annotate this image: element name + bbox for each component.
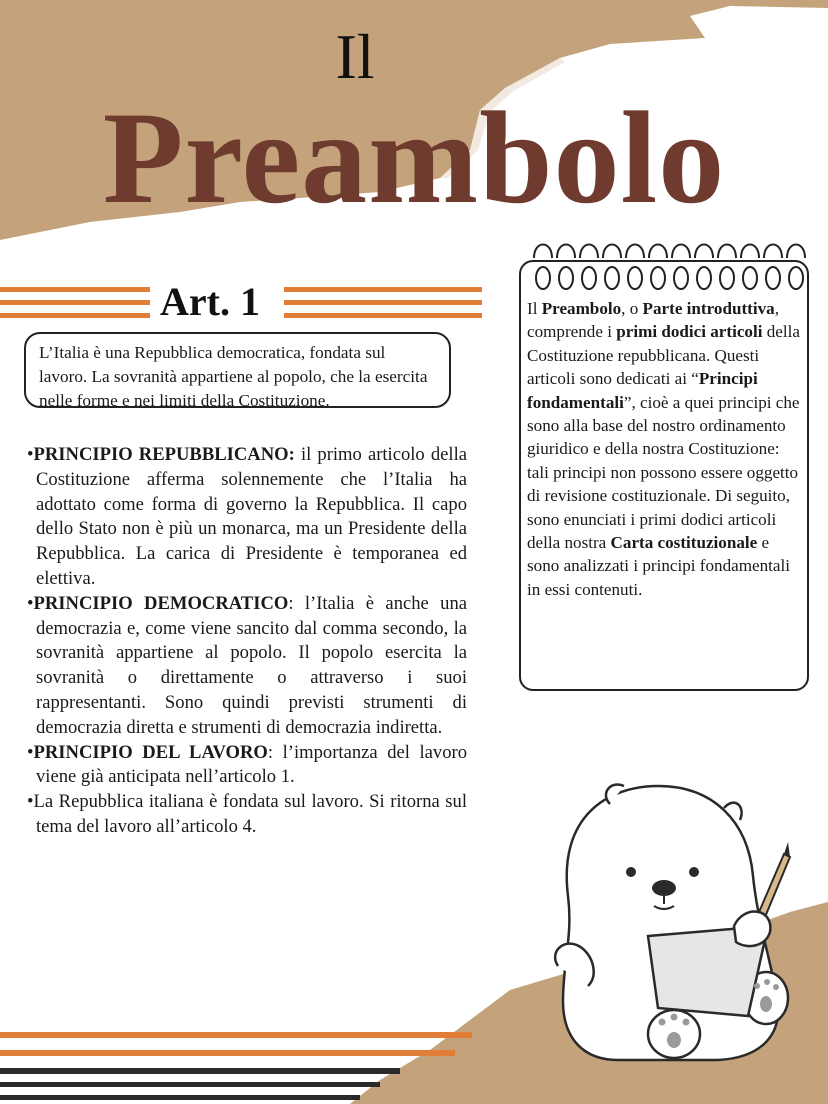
article-line: lavoro. La sovranità appartiene al popolo, che la esercita <box>39 367 428 386</box>
heading-stripes-right <box>284 287 482 315</box>
principle-item: •PRINCIPIO REPUBBLICANO: il primo articolo della Costituzione afferma solennemente che l’Italia ha adottato come forma di governo la Repubblica. Il capo dello Stato non è più un monarca, ma un Presidente della Repubblica. La carica di Presidente è temporanea ed elettiva. <box>27 444 467 589</box>
heading-stripes-left <box>0 287 150 315</box>
spiral-rings-icon <box>524 236 814 296</box>
note-second-paragraph: tali principi non possono essere oggetto di revisione costituzionale. Di seguito, sono enunciati i primi dodici articoli della nostra <box>527 462 799 553</box>
principle-item: •PRINCIPIO DEMOCRATICO: l’Italia è anche una democrazia e, come viene sancito dal comma secondo, la sovranità appartiene al popolo. Il popolo esercita la sovranità o direttamente o attraverso i suoi rappresentanti. Sono quindi previsti strumenti di democrazia diretta e strumenti di democrazia indiretta. <box>27 592 468 738</box>
principle-item: •PRINCIPIO DEL LAVORO: l’importanza del lavoro viene già anticipata nell’articolo 1. <box>27 741 467 788</box>
bottom-stripes <box>0 1030 828 1104</box>
polar-bear-writing-icon <box>548 776 818 1066</box>
notepad-text: Il Preambolo, o Parte introduttiva, comprende i primi dodici articoli della Costituzione repubblicana. Questi articoli sono dedicati ai “Principi fondamentali”, cioè a quei principi che sono alla base del nostro ordinamento giuridico e della nostra Costituzione: tali principi non possono essere oggetto di revisione costituzionale. Di seguito, sono enunciati i primi dodici articoli della nostra Carta costituzionale e sono analizzati i principi fondamentali in essi contenuti. <box>527 299 800 599</box>
page-title: Preambolo <box>102 84 726 231</box>
principles-list <box>27 443 467 840</box>
article-text-box <box>24 332 451 408</box>
article-heading: Art. 1 <box>160 279 260 324</box>
article-line: nelle forme e nei limiti della Costituzione. <box>39 391 330 410</box>
article-line: L’Italia è una Repubblica democratica, fondata sul <box>39 343 386 362</box>
title-small: Il <box>335 21 375 92</box>
principle-item: •La Repubblica italiana è fondata sul lavoro. Si ritorna sul tema del lavoro all’articolo 4. <box>27 791 467 837</box>
